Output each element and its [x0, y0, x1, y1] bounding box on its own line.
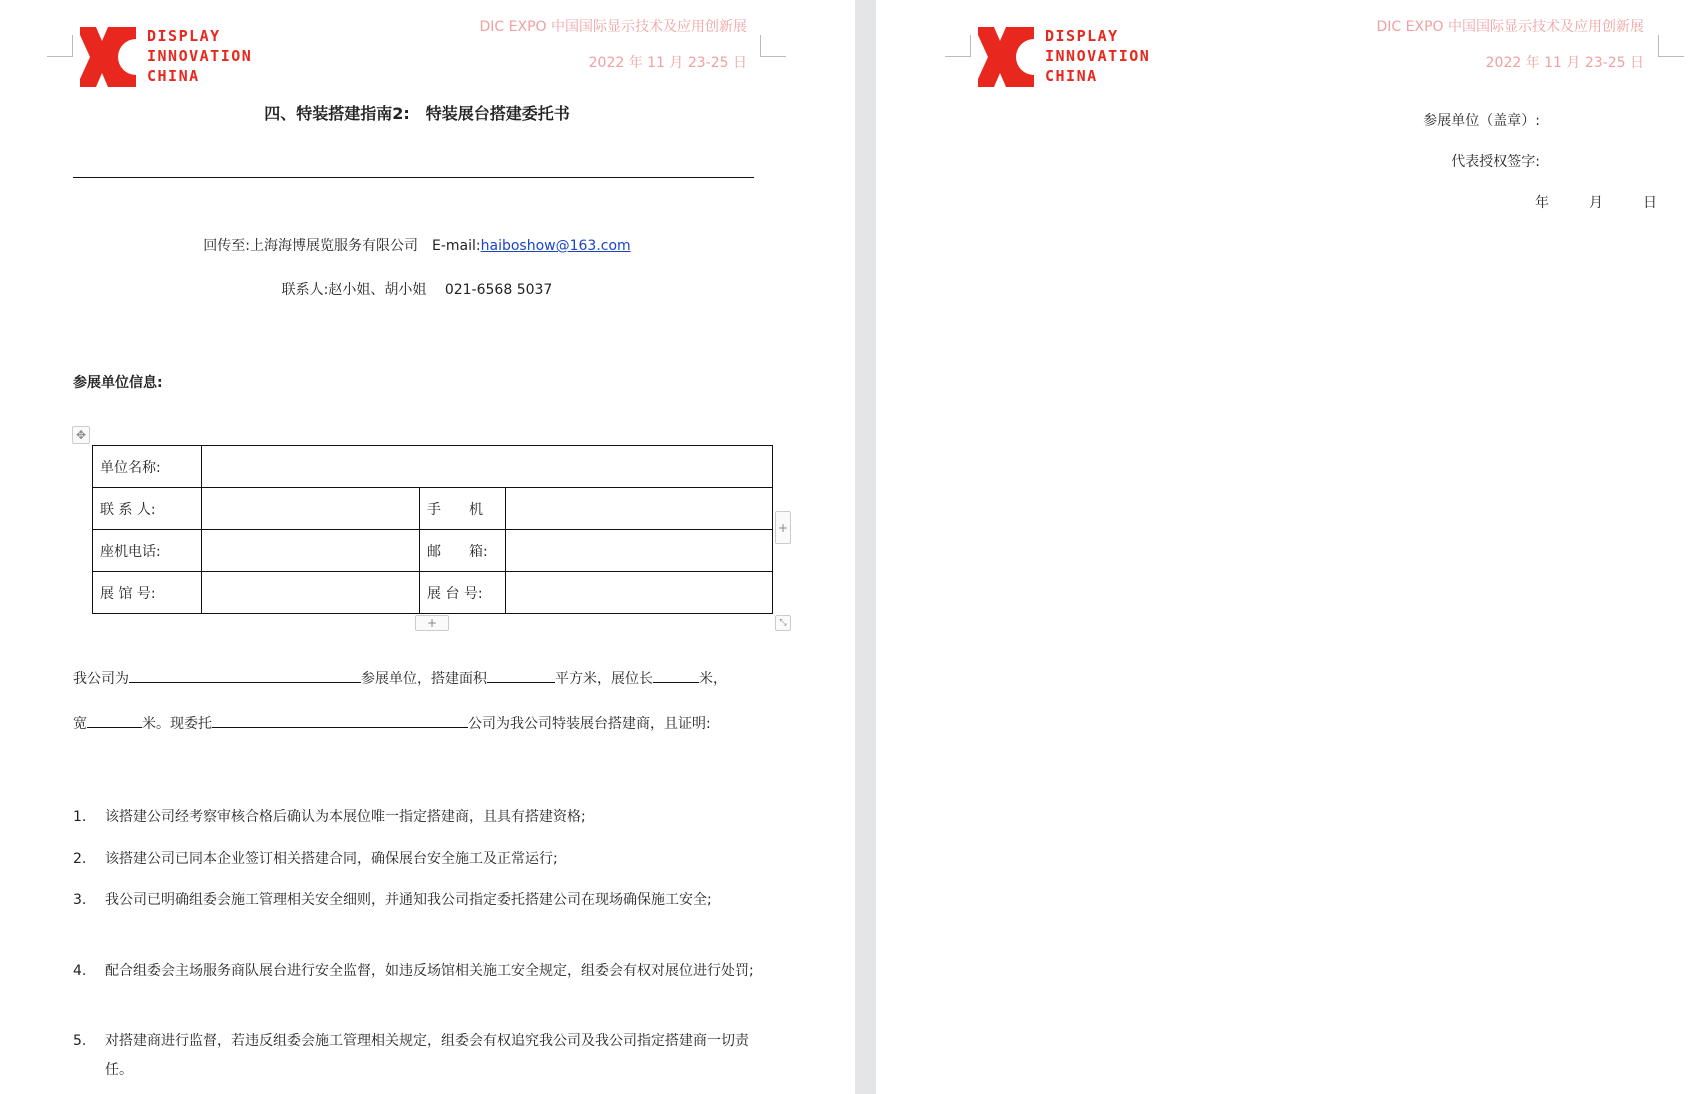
- document-page-2: [876, 0, 1707, 1094]
- blank-field[interactable]: [487, 669, 555, 683]
- table-resize-icon[interactable]: ⤡: [775, 615, 791, 631]
- contact-line: 联系人:赵小姐、胡小姐 021-6568 5037: [281, 282, 553, 298]
- text: 我公司为: [73, 671, 129, 687]
- landline-cell[interactable]: [202, 530, 420, 572]
- list-number: 3.: [73, 892, 87, 908]
- cell-label: 手 机: [420, 488, 506, 530]
- list-number: 4.: [73, 963, 87, 979]
- margin-corner-mark: [1658, 35, 1684, 57]
- logo-text: INNOVATION: [1045, 47, 1151, 65]
- list-text: 配合组委会主场服务商队展台进行安全监督，如违反场馆相关施工安全规定，组委会有权对展位进行处罚;: [105, 963, 754, 979]
- fax-line: [0, 235, 834, 255]
- list-item: [73, 803, 773, 832]
- table-move-handle-icon[interactable]: ✥: [72, 426, 90, 444]
- header-dates: 2022 年 11 月 23-25 日: [1485, 55, 1644, 71]
- header-expo-title: DIC EXPO 中国国际显示技术及应用创新展: [1376, 19, 1644, 35]
- list-number: 5.: [73, 1033, 87, 1049]
- margin-corner-mark: [945, 35, 971, 57]
- page-title: 四、特装搭建指南2: 特装展台搭建委托书: [264, 104, 570, 123]
- logo-text: DISPLAY: [147, 27, 221, 45]
- email-cell[interactable]: [506, 530, 773, 572]
- email-link[interactable]: haiboshow@163.com: [480, 238, 631, 254]
- contact-person-cell[interactable]: [202, 488, 420, 530]
- list-text: 该搭建公司经考察审核合格后确认为本展位唯一指定搭建商，且具有搭建资格;: [105, 809, 586, 825]
- mobile-cell[interactable]: [506, 488, 773, 530]
- logo-text: CHINA: [147, 67, 200, 85]
- text: 米。现委托: [142, 716, 212, 732]
- month-label: 月: [1589, 195, 1603, 211]
- cell-label: 展 台 号:: [420, 572, 506, 614]
- blank-field[interactable]: [653, 669, 699, 683]
- divider-line: [73, 177, 754, 178]
- add-column-plus-icon[interactable]: +: [775, 511, 791, 544]
- dic-logo: [80, 27, 260, 89]
- text: 平方米，展位长: [555, 671, 653, 687]
- cell-label: 联 系 人:: [93, 488, 202, 530]
- logo-text: DISPLAY: [1045, 27, 1119, 45]
- booth-no-cell[interactable]: [506, 572, 773, 614]
- list-item: [73, 845, 773, 874]
- table-row: [93, 446, 773, 488]
- text: 宽: [73, 716, 87, 732]
- dic-logo-mark-icon: [80, 27, 136, 87]
- signature-label: 代表授权签字:: [1451, 154, 1540, 170]
- text: 米，: [699, 671, 727, 687]
- logo-text: INNOVATION: [147, 47, 253, 65]
- company-name-cell[interactable]: [202, 446, 773, 488]
- day-label: 日: [1643, 195, 1657, 211]
- cell-label: 邮 箱:: [420, 530, 506, 572]
- exhibitor-info-table: [92, 445, 773, 614]
- table-row: [93, 530, 773, 572]
- cell-label: 单位名称:: [93, 446, 202, 488]
- list-text: 该搭建公司已同本企业签订相关搭建合同，确保展台安全施工及正常运行;: [105, 851, 558, 867]
- cell-label: 展 馆 号:: [93, 572, 202, 614]
- table-row: [93, 488, 773, 530]
- blank-field[interactable]: [212, 714, 468, 728]
- hall-no-cell[interactable]: [202, 572, 420, 614]
- header-expo-title: DIC EXPO 中国国际显示技术及应用创新展: [479, 19, 747, 35]
- list-item: [73, 886, 773, 915]
- text: 公司为我公司特装展台搭建商，且证明:: [468, 716, 711, 732]
- dic-logo-mark-icon: [978, 27, 1034, 87]
- paragraph-2: [73, 713, 711, 733]
- paragraph-1: [73, 668, 727, 688]
- header-dates: 2022 年 11 月 23-25 日: [588, 55, 747, 71]
- text: 参展单位，搭建面积: [361, 671, 487, 687]
- margin-corner-mark: [760, 35, 786, 57]
- list-text: 我公司已明确组委会施工管理相关安全细则，并通知我公司指定委托搭建公司在现场确保施工安全;: [105, 892, 712, 908]
- list-item: [73, 957, 773, 986]
- seal-label: 参展单位（盖章）:: [1423, 113, 1540, 129]
- page-gap: [855, 0, 876, 1094]
- cell-label: 座机电话:: [93, 530, 202, 572]
- list-item: [73, 1027, 773, 1085]
- add-row-plus-icon[interactable]: +: [415, 615, 449, 631]
- year-label: 年: [1535, 195, 1549, 211]
- dic-logo: [978, 27, 1158, 89]
- margin-corner-mark: [47, 35, 73, 57]
- logo-text: CHINA: [1045, 67, 1098, 85]
- blank-field[interactable]: [129, 669, 361, 683]
- blank-field[interactable]: [87, 714, 142, 728]
- table-row: [93, 572, 773, 614]
- list-number: 2.: [73, 851, 87, 867]
- list-number: 1.: [73, 809, 87, 825]
- fax-label: 回传至:上海海博展览服务有限公司 E-mail:: [203, 238, 481, 254]
- list-text: 对搭建商进行监督，若违反组委会施工管理相关规定，组委会有权追究我公司及我公司指定搭建商一切责任。: [105, 1033, 749, 1078]
- section-label: 参展单位信息:: [73, 375, 163, 391]
